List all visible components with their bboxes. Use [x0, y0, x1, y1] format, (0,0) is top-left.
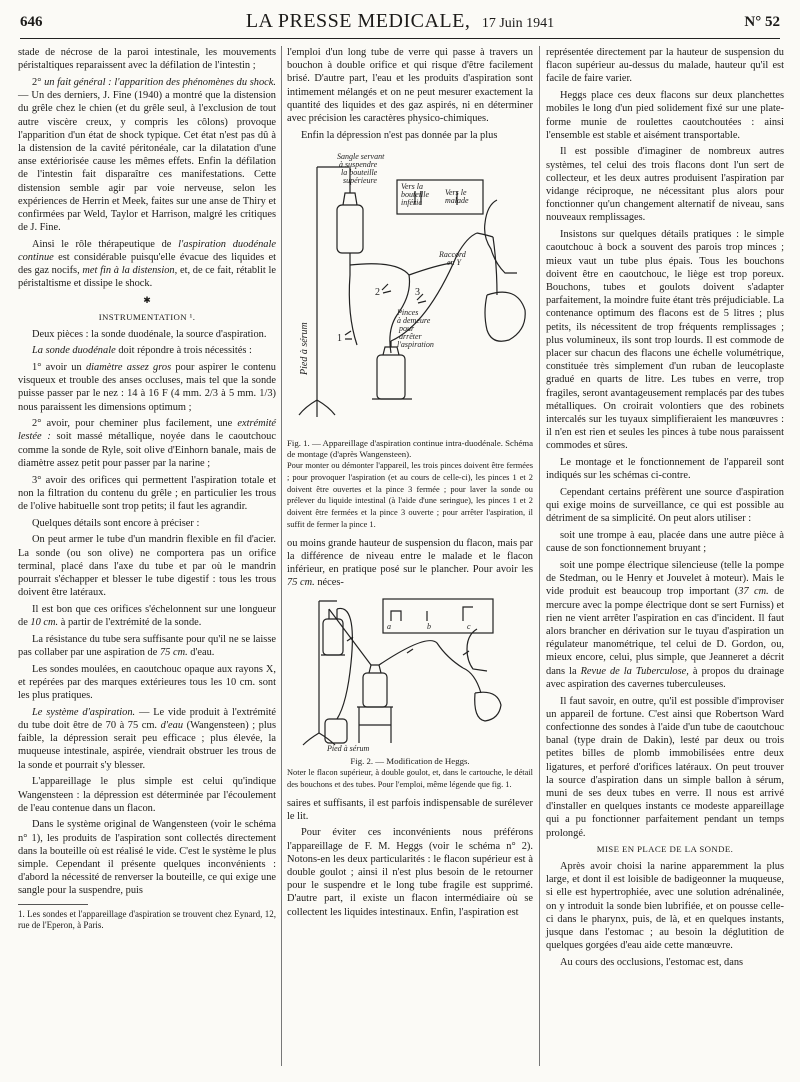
column-1	[18, 46, 276, 931]
paragraph: saires et suffisants, il est parfois indispensable de surélever le lit.	[287, 797, 533, 822]
caption-title: Fig. 1. — Appareillage d'aspiration continue intra-duodénale. Schéma de montage (d'après Wangensteen).	[287, 438, 533, 460]
figure-1-drawing	[287, 145, 533, 435]
paragraph	[18, 238, 276, 291]
caption-body: Pour monter ou démonter l'appareil, les trois pinces doivent être fermées ; pour provoquer l'aspiration (et au cours de celle-ci), les pinces 1 et 2 doivent être ouvertes et la pince 3 fermée ; pour laver la sonde ou prélever du liquide intestinal (à l'aide d'une seringue), les pinces 1 et 2 doivent être fermées et la pince 3 ouverte ; pour arrêter l'aspiration, il suffit de fermer la pince 1.	[287, 461, 533, 529]
emphasis: Revue de la Tuberculose,	[580, 665, 689, 677]
journal-name: LA PRESSE MEDICALE,	[245, 10, 471, 32]
emphasis: met fin à la distension,	[82, 265, 178, 277]
paragraph	[18, 76, 276, 234]
paragraph	[18, 417, 276, 470]
label-pied-a-serum: Pied à sérum	[299, 322, 310, 376]
label-a: a	[387, 622, 391, 632]
footnote-number: 1.	[18, 908, 25, 919]
paragraph-text: d'eau.	[190, 647, 215, 659]
figure-2-drawing	[287, 593, 533, 753]
paragraph: Quelques détails sont encore à préciser :	[32, 517, 200, 529]
paragraph: L'appareillage le plus simple est celui qu'indique Wangensteen : la dépression est déterminée par l'écoulement de l'eau contenue dans un flacon.	[18, 776, 276, 814]
issue-number: N° 52	[744, 14, 780, 30]
section-ornament: ✱	[143, 295, 151, 306]
column-divider	[281, 46, 282, 1066]
paragraph	[18, 706, 276, 772]
list-number: 2°	[32, 76, 42, 88]
label-pinces: Pinces à demeure pour arrêter l'aspiration	[397, 308, 434, 350]
column-2	[287, 46, 533, 922]
paragraph-text: et, de ce fait, rétablit le péristaltisme et dissipe le shock.	[18, 265, 276, 290]
section-heading: MISE EN PLACE DE LA SONDE.	[596, 844, 734, 855]
label-pied-a-serum: Pied à sérum	[327, 744, 370, 754]
paragraph: On peut armer le tube d'un mandrin flexible en fil d'acier. La sonde (ou son olive) ne comportera pas un orifice terminal, placé dans l'axe du tube et par où le mandrin pourrait s'échapper et blesser le tube digestif : tous les trous doivent être latéraux.	[18, 534, 276, 599]
caption-title: Fig. 2. — Modification de Heggs.	[350, 756, 470, 767]
clamp-number: 1	[337, 333, 342, 345]
paragraph: soit une trompe à eau, placée dans une autre pièce à cause de son fonctionnement bruyant ;	[546, 530, 784, 555]
paragraph-text: Il est bon que ces orifices s'échelonnent sur une longueur de	[18, 603, 276, 629]
page-header	[20, 10, 780, 38]
paragraph-text: — Un des derniers, J. Fine (1940) a montré que la distension du grêle chez le chien (et du grêle seul, à l'exclusion de tout autre viscère creux, y compris les côlons) provoque l'apparition d'un état de shock typique. Cet état n'est pas dû à la distension de la cavité péritonéale, car la dilatation d'une anse extériorisée cause les mêmes effets. Enfin la défilation de l'intestin fait disparaître ces manifestations. Cette distension semble agir par voie nerveuse, selon les expériences de Herrin et Meek, faites sur une anse de Thiry et confirmées par Weld, Taylor et Harrison, malgré les critiques de J. Fine.	[18, 90, 276, 234]
paragraph: 3° avoir des orifices qui permettent l'aspiration totale et non la filtration du contenu du grêle ; en particulier les trous de l'olive habituelle sont trop petits; il faut les agrandir.	[18, 474, 276, 512]
paragraph-text: soit une pompe électrique silencieuse (telle la pompe de Stedman, ou le Henry et Jouvelet à moteur). Mais le vide produit est beaucoup trop important (	[546, 560, 784, 598]
emphasis: 37 cm.	[738, 586, 769, 598]
paragraph: Pour éviter ces inconvénients nous préférons l'appareillage de F. M. Heggs (voir le schéma n° 2). Notons-en les deux particularités : le flacon supérieur est à double goulot ; ainsi il n'est plus besoin de le retourner pour le suspendre et le long tube fragile est supprimé. D'autre part, il existe un flacon intermédiaire où se collectent les liquides intestinaux. Enfin, l'aspiration est	[287, 827, 533, 918]
emphasis: 75 cm.	[159, 647, 188, 659]
label-c: c	[467, 622, 471, 632]
emphasis: 10 cm.	[30, 617, 59, 629]
paragraph: Dans le système original de Wangensteen (voir le schéma n° 1), les produits de l'aspiration sont collectés directement dans la bouteille où est réalisé le vide. C'est le système le plus simple. Cependant il présente quelques inconvénients : d'abord la nécessité de renverser la bouteille, ce qui exige une sangle pour la suspendre, puis	[18, 819, 276, 897]
paragraph-text: Ainsi le rôle thérapeutique de	[32, 238, 172, 250]
column-divider	[539, 46, 540, 1066]
emphasis: La sonde duodénale	[32, 345, 116, 357]
paragraph: stade de nécrose de la paroi intestinale, les mouvements péristaltiques reparaissent avec la défilation de l'intestin ;	[18, 47, 276, 72]
footnote	[18, 909, 276, 931]
paragraph-text: 2° avoir, pour cheminer plus facilement, une	[32, 418, 233, 430]
paragraph	[546, 559, 784, 691]
paragraph-text: à partir de l'extrémité de la sonde.	[60, 617, 202, 629]
figure-1-caption	[287, 438, 533, 530]
paragraph: Le montage et le fonctionnement de l'appareil sont indiqués sur les schémas ci-contre.	[546, 457, 784, 482]
emphasis: diamètre assez gros	[85, 361, 172, 373]
journal-title-line	[20, 10, 780, 33]
paragraph: Heggs place ces deux flacons sur deux planchettes mobiles le long d'un pied solidement fixé sur une plate-forme munie de roulettes caoutchoutées : ainsi l'ensemble est stable et aisément transportable.	[546, 90, 784, 141]
paragraph: représentée directement par la hauteur de suspension du flacon supérieur au-dessus du malade, hauteur qu'il est facile de faire varier.	[546, 47, 784, 85]
paragraph-text: (Wangensteen) ; plus faible, la dépression serait peu efficace ; plus élevée, la muqueuse intestinale, aspirée, viendrait obstruer les trous de la sonde et pourrait s'y blesser.	[18, 720, 276, 771]
paragraph: Au cours des occlusions, l'estomac est, dans	[560, 956, 744, 968]
paragraph-text: à propos du drainage avec aspiration des cavernes tuberculeuses.	[546, 665, 784, 690]
label-vers-malade: Vers le malade	[445, 188, 469, 206]
paragraph-text: de mercure avec la pompe électrique dont se sert Furniss) et rien ne vient arrêter l'aspiration en cas d'incident. Il faut alors brancher en dérivation sur le tuyau d'aspiration un régulateur manométrique, tel celui de D. Gordon, ou, mieux encore, celui, plus simple, que Jeanneret a décrit dans la	[546, 586, 784, 677]
footnote-rule	[18, 904, 88, 905]
issue-date: 17 Juin 1941	[481, 16, 555, 31]
paragraph: Après avoir choisi la narine apparemment la plus large, et dont il est loisible de badigeonner la muqueuse, si elle est hypertrophiée, avec une solution adrénalinée, on y introduit la sonde bien lubrifiée, et on pousse celle-ci dans le pharynx, puis, de là, et en quelques instants, jusque dans l'estomac ; au besoin la déglutition de quelques gorgées d'eau aide cette manœuvre.	[546, 860, 784, 952]
paragraph	[18, 603, 276, 629]
paragraph-text: néces-	[317, 577, 344, 589]
paragraph: Insistons sur quelques détails pratiques : le simple caoutchouc à bock a souvent des parois trop minces ; mieux vaut un tube plus épais. Tous les bouchons doivent être en caoutchouc, le liège est trop poreux. Bouchons, tubes et goulots doivent s'adapter parfaitement, la moindre fuite étant très préjudiciable. La contenance optimum des flacons est de 5 litres ; plus petits, ils nécessitent de trop fréquents remplissages ; plus volumineux, ils sont trop lourds. Il est commode de placer sur chacun des flacons une échelle volumétrique, constituée très simplement d'un ruban de leucoplaste gradué en quarts de litre. Les tubes en verre, trop fragiles, seront avantageusement remplacés par des tubes métalliques. On croirait volontiers que des robinets intercalés sur les tuyaux simplifieraient les manœuvres : il n'en est rien et seules les pinces à tube nous paraissent commodes et sûres.	[546, 229, 784, 452]
label-b: b	[427, 622, 431, 632]
figure-1	[287, 145, 533, 530]
emphasis: Le système d'aspiration.	[32, 706, 136, 718]
paragraph-text: La résistance du tube sera suffisante pour qu'il ne se laisse pas collaber par une aspiration de	[18, 633, 276, 659]
paragraph: l'emploi d'un long tube de verre qui passe à travers un bouchon à double orifice et qui risque d'être facilement brisé. D'autre part, l'eau et les produits d'aspiration sont intimement mélangés et on ne peut mesurer exactement la quantité des liquides et des gaz aspirés, ni en déterminer avec précision les caractères physico-chimiques.	[287, 47, 533, 125]
paragraph-text: ou moins grande hauteur de suspension du flacon, mais par la différence de niveau entre le malade et le flacon inférieur, en pratique posé sur le plancher. Pour avoir les	[287, 537, 533, 576]
caption-body: Noter le flacon supérieur, à double goulot, et, dans le cartouche, le détail des bouchons et des tubes. Pour l'emploi, même légende que fig. 1.	[287, 767, 533, 789]
paragraph-text: est considérable puisqu'elle évacue des liquides et des gaz nocifs,	[18, 252, 276, 277]
paragraph-text: pour aspirer le contenu visqueux et trouble des anses occluses, mais tel que la sonde puisse passer par le nez : 14 à 16 F (4 mm. 2/3 à 5 mm. 1/3) nous paraissent les dimensions optimum ;	[18, 361, 276, 413]
page-number: 646	[20, 14, 43, 30]
emphasis: d'eau	[160, 720, 184, 732]
label-sangle: Sangle servant à suspendre la bouteille supérieure	[337, 152, 385, 186]
emphasis: un fait général : l'apparition des phénomènes du shock.	[44, 76, 276, 88]
emphasis: 75 cm.	[287, 577, 315, 589]
paragraph: Il est possible d'imaginer de nombreux autres systèmes, tel celui des trois flacons dont l'un sert de collecteur, et les deux autres produisent l'aspiration par vidange réciproque, ne nécessitant plus alors pour fonctionner qu'un changement alternatif de niveau, sans nouveaux remplissages.	[546, 146, 784, 224]
label-raccord: Raccord en Y	[439, 250, 466, 268]
paragraph	[18, 361, 276, 414]
paragraph-text: 1° avoir un	[32, 361, 82, 373]
paragraph	[287, 537, 533, 590]
paragraph-text: soit massé métallique, noyée dans le caoutchouc comme la sonde de Ryle, soit olive d'Einhorn banale, mais de diamètre assez petit pour passer par la narine ;	[18, 431, 276, 469]
header-rule	[20, 38, 780, 39]
figure-2-caption	[287, 756, 533, 790]
clamp-number: 2	[375, 287, 380, 299]
paragraph	[18, 633, 276, 659]
paragraph-text: doit répondre à trois nécessités :	[118, 345, 252, 357]
paragraph	[18, 344, 276, 357]
label-vers-bouteille: Vers la bouteille inférie	[401, 182, 429, 208]
emphasis: extrémité lestée :	[18, 418, 276, 443]
section-heading: INSTRUMENTATION ¹.	[98, 311, 196, 322]
paragraph: Cependant certains préfèrent une source d'aspiration qui exige moins de surveillance, ce qui est possible au détriment de sa simplicité. On peut alors utiliser :	[546, 487, 784, 525]
column-3	[546, 46, 784, 973]
paragraph: Les sondes moulées, en caoutchouc opaque aux rayons X, et repérées par des marques extérieures tous les 10 cm. sont les plus pratiques.	[18, 663, 276, 702]
clamp-number: 3	[415, 287, 420, 299]
paragraph: Il faut savoir, en outre, qu'il est possible d'improviser un appareil de fortune. C'est ainsi que Robertson Ward confectionne des sondes à l'aide d'un tube de caoutchouc banal (type drain de Dakin), lesté par deux ou trois petites billes de plomb immobilisées entre deux ligatures, et perforé d'orifices latéraux. On peut trouver la source d'aspiration dans un simple ballon à sérum, muni de ses deux tubes en verre. Il nous est arrivé d'installer en quelques instants ce modeste appareillage qui a pu fonctionner parfaitement pendant un temps prolongé.	[546, 695, 784, 839]
paragraph: Deux pièces : la sonde duodénale, la source d'aspiration.	[32, 328, 267, 340]
footnote-text: Les sondes et l'appareillage d'aspiration se trouvent chez Eynard, 12, rue de l'Eperon, à Paris.	[18, 908, 276, 930]
paragraph: Enfin la dépression n'est pas donnée par la plus	[301, 129, 498, 141]
paragraph-text: — Le vide produit à l'extrémité du tube doit être de 70 à 75 cm.	[18, 706, 276, 732]
figure-2	[287, 593, 533, 790]
emphasis: l'aspiration duodénale continue	[18, 238, 276, 264]
